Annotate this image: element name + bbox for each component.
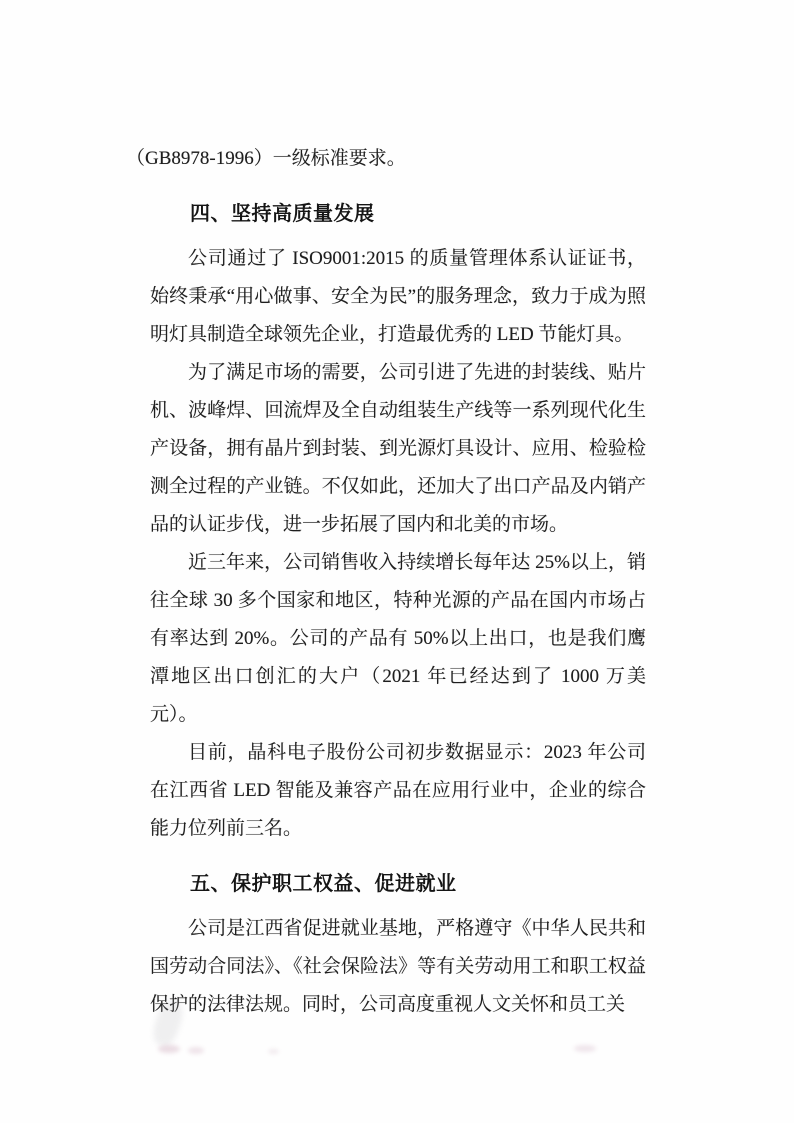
paragraph-quality-certification: 公司通过了 ISO9001:2015 的质量管理体系认证证书，始终秉承“用心做事、安全为民”的服务理念，致力于成为照明灯具制造全球领先企业，打造最优秀的 LED 节能灯具。 — [150, 248, 646, 345]
paragraph-sales-growth: 近三年来，公司销售收入持续增长每年达 25%以上，销往全球 30 多个国家和地区，特种光源的产品在国内市场占有率达到 20%。公司的产品有 50%以上出口，也是我们鹰潭地区出口创汇的大户（2021 年已经达到了 1000 万美元）。 — [150, 552, 646, 725]
section-heading-five: 五、保护职工权益、促进就业 — [190, 873, 457, 895]
scan-artifact-blot — [268, 1049, 279, 1054]
paragraph-employee-rights: 公司是江西省促进就业基地，严格遵守《中华人民共和国劳动合同法》、《社会保险法》等有关劳动用工和职工权益保护的法律法规。同时，公司高度重视人文关怀和员工关 — [150, 918, 646, 1015]
scan-artifact-blot — [574, 1045, 596, 1052]
paragraph-production-equipment: 为了满足市场的需要，公司引进了先进的封装线、贴片机、波峰焊、回流焊及全自动组装生产线等一系列现代化生产设备，拥有晶片到封装、到光源灯具设计、应用、检验检测全过程的产业链。不仅如此，还加大了出口产品及内销产品的认证步伐，进一步拓展了国内和北美的市场。 — [150, 362, 646, 535]
paragraph-continuation: （GB8978-1996）一级标准要求。 — [126, 148, 406, 169]
section-heading-four: 四、坚持高质量发展 — [190, 203, 375, 225]
paragraph-industry-ranking: 目前，晶科电子股份公司初步数据显示：2023 年公司在江西省 LED 智能及兼容产品在应用行业中，企业的综合能力位列前三名。 — [150, 742, 646, 839]
page-content — [126, 140, 646, 1024]
scan-artifact-blot — [188, 1047, 204, 1054]
scan-artifact-blot — [158, 1045, 180, 1053]
